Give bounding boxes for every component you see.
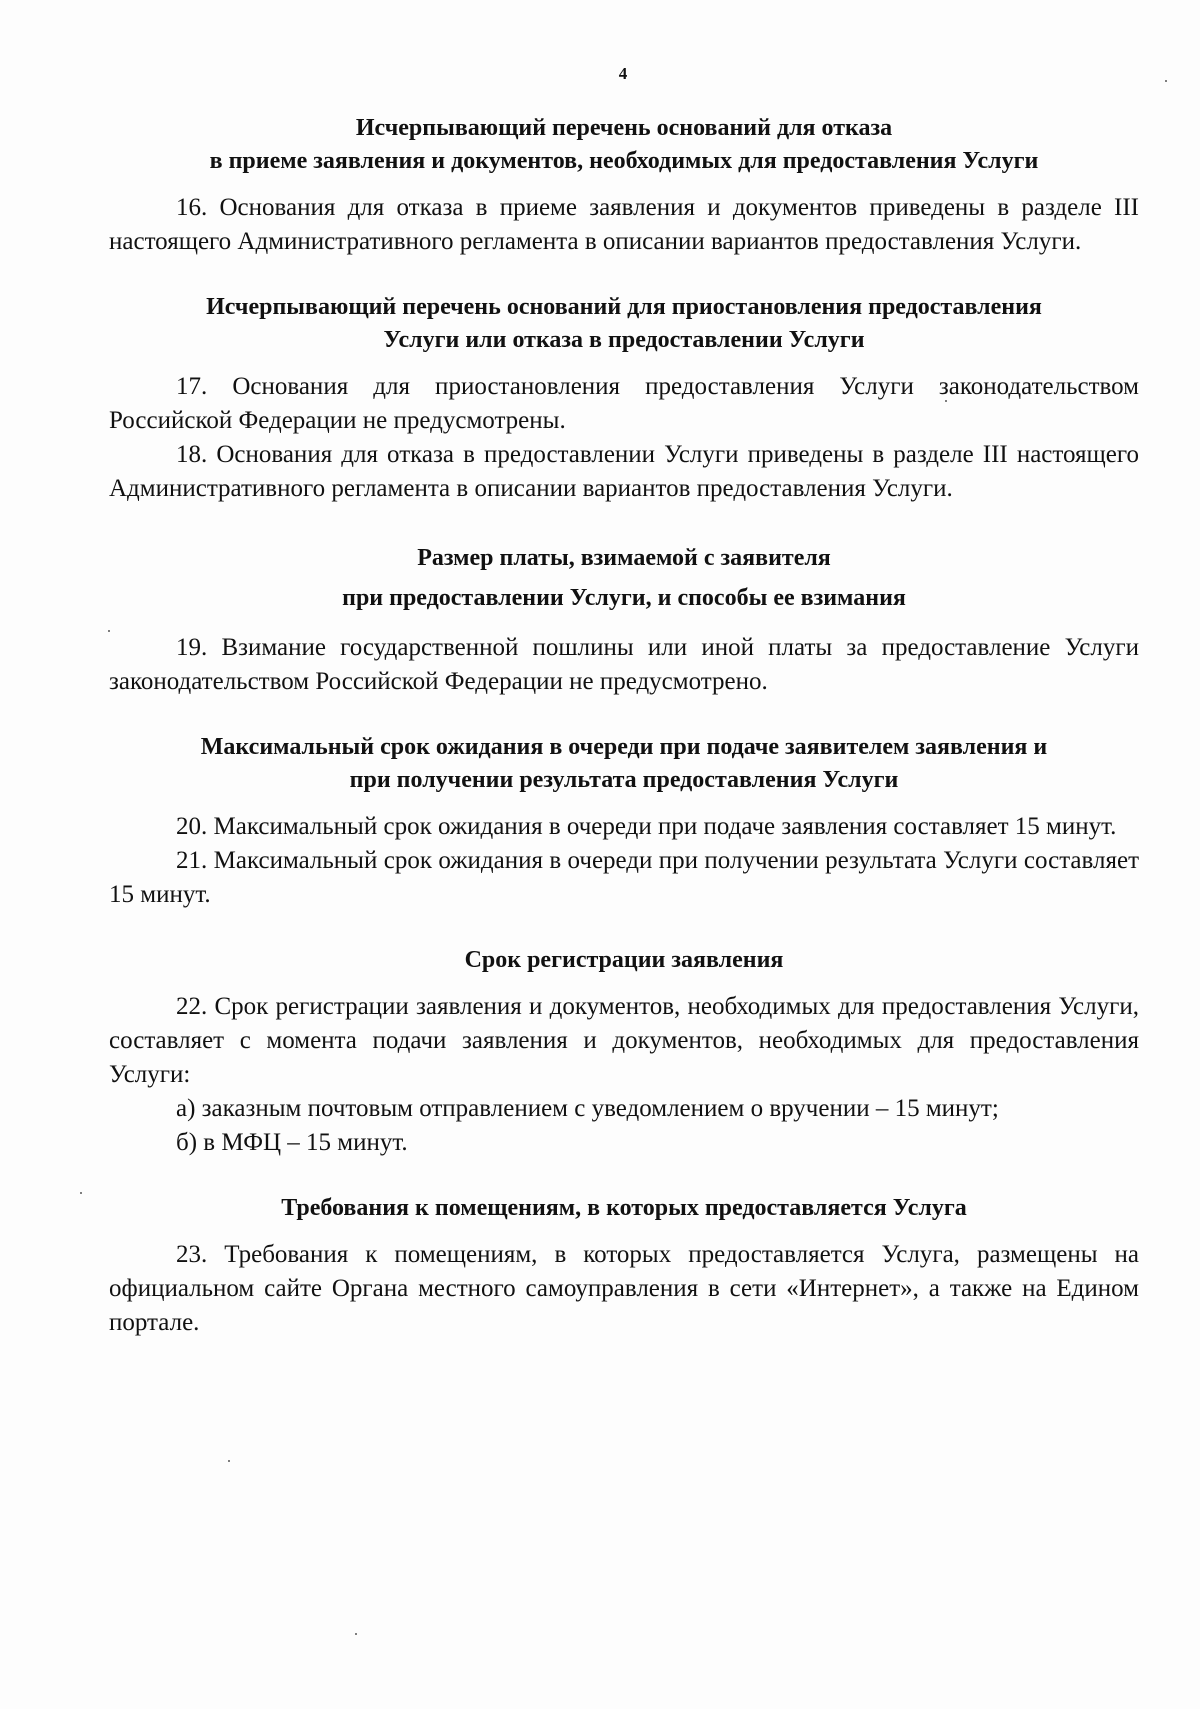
scan-speck [355, 1633, 357, 1635]
scan-speck [1165, 80, 1167, 82]
heading-line: Срок регистрации заявления [464, 947, 784, 973]
section-heading [109, 731, 1139, 797]
heading-line: при получении результата предоставления Услуги [349, 767, 899, 793]
paragraph-19: 19. Взимание государственной пошлины или иной платы за предоставление Услуги законодательством Российской Федерации не предусмотрено. [109, 634, 1139, 695]
heading-line: Услуги или отказа в предоставлении Услуги [383, 327, 865, 353]
document-body [109, 112, 1139, 1340]
section-heading [109, 112, 1139, 178]
page-number: 4 [618, 64, 628, 83]
paragraph-22: 22. Срок регистрации заявления и документов, необходимых для предоставления Услуги, составляет с момента подачи заявления и документов, необходимых для предоставления Услуги: [109, 993, 1139, 1088]
section-queue-time [109, 731, 1139, 912]
heading-line: Размер платы, взимаемой с заявителя [417, 545, 831, 571]
paragraph-23: 23. Требования к помещениям, в которых предоставляется Услуга, размещены на официальном сайте Органа местного самоуправления в сети «Интернет», а также на Едином портале. [109, 1241, 1139, 1336]
list-item-b: б) в МФЦ – 15 минут. [176, 1129, 408, 1156]
heading-line: Требования к помещениям, в которых предоставляется Услуга [281, 1195, 967, 1221]
heading-line: Максимальный срок ожидания в очереди при подаче заявителем заявления и [200, 734, 1048, 760]
list-item-a: а) заказным почтовым отправлением с уведомлением о вручении – 15 минут; [176, 1095, 999, 1122]
paragraph-17: 17. Основания для приостановления предоставления Услуги законодательством Российской Федерации не предусмотрены. [109, 373, 1139, 434]
scan-speck [228, 1460, 230, 1462]
heading-line: Исчерпывающий перечень оснований для отказа [355, 115, 893, 141]
heading-line: при предоставлении Услуги, и способы ее взимания [342, 585, 906, 611]
heading-line: в приеме заявления и документов, необходимых для предоставления Услуги [209, 148, 1039, 174]
section-heading [109, 291, 1139, 357]
paragraph-21: 21. Максимальный срок ожидания в очереди при получении результата Услуги составляет 15 минут. [109, 847, 1139, 908]
section-premises [109, 1192, 1139, 1340]
paragraph-20: 20. Максимальный срок ожидания в очереди при подаче заявления составляет 15 минут. [176, 813, 1117, 840]
scan-speck [945, 400, 947, 402]
scan-speck [80, 1192, 82, 1194]
section-heading [109, 1192, 1139, 1225]
paragraph-16: 16. Основания для отказа в приеме заявления и документов приведены в разделе III настоящего Административного регламента в описании вариантов предоставления Услуги. [109, 194, 1139, 255]
section-refusal-acceptance [109, 112, 1139, 259]
paragraph-18: 18. Основания для отказа в предоставлении Услуги приведены в разделе III настоящего Административного регламента в описании вариантов предоставления Услуги. [109, 441, 1139, 502]
section-suspension-refusal [109, 291, 1139, 506]
section-heading [109, 538, 1139, 618]
section-fee [109, 538, 1139, 699]
section-registration-time [109, 944, 1139, 1160]
heading-line: Исчерпывающий перечень оснований для приостановления предоставления [206, 294, 1042, 320]
section-heading [109, 944, 1139, 977]
scan-speck [108, 630, 110, 632]
